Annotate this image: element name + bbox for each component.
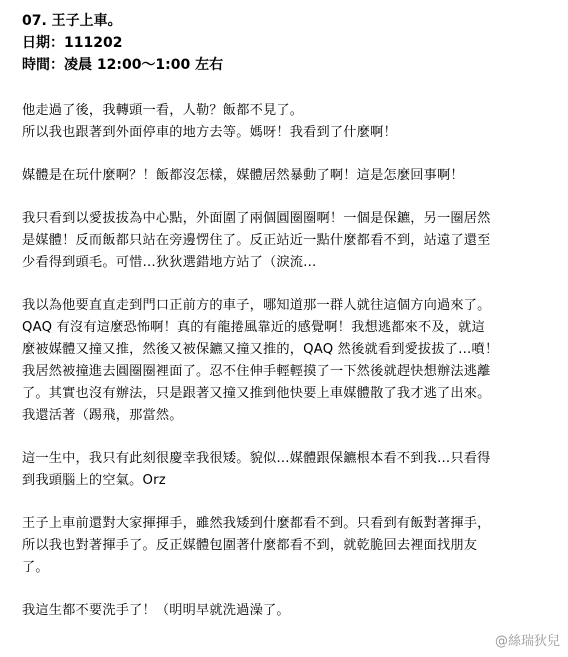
paragraph-line: QAQ 有沒有這麼恐怖啊！真的有龍捲風靠近的感覺啊！我想逃都來不及，就這: [22, 320, 485, 335]
paragraph-line: 媒體是在玩什麼啊？！飯都沒怎樣，媒體居然暴動了啊！這是怎麼回事啊！: [22, 168, 464, 183]
paragraph-line: 到我頭腦上的空氣。Orz: [22, 473, 166, 488]
date-label: 日期：: [22, 35, 64, 51]
paragraph-line: 所以我也跟著到外面停車的地方去等。媽呀！我看到了什麼啊！: [22, 125, 397, 140]
paragraph-line: 我居然被撞進去圓圈圈裡面了。忍不住伸手輕輕摸了一下然後就趕快想辦法逃離: [22, 364, 491, 379]
paragraph-line: 麼被媒體又撞又推，然後又被保鑣又撞又推的，QAQ 然後就看到愛拔拔了…噴！: [22, 342, 499, 357]
time-value: 凌晨 12:00～1:00 左右: [64, 57, 224, 73]
paragraph-line: 他走過了後，我轉頭一看，人勒？飯都不見了。: [22, 103, 304, 118]
paragraph-line: 所以我也對著揮手了。反正媒體包圍著什麼都看不到，就乾脆回去裡面找朋友: [22, 538, 478, 553]
date-value: 111202: [64, 35, 123, 51]
paragraph: [22, 295, 560, 427]
paragraph: [22, 100, 560, 144]
paragraph-line: 我還活著（踢飛，那當然。: [22, 408, 183, 423]
paragraph: [22, 448, 560, 492]
paragraph-line: 我這生都不要洗手了！（明明早就洗過澡了。: [22, 603, 290, 618]
paragraph-line: 了。: [22, 560, 49, 575]
paragraph: [22, 165, 560, 187]
paragraph-line: 這一生中，我只有此刻很慶幸我很矮。貌似…媒體跟保鑣根本看不到我…只看得: [22, 451, 491, 466]
post-body: [22, 100, 560, 622]
paragraph-line: 是媒體！反而飯都只站在旁邊愣住了。反正站近一點什麼都看不到，站遠了還至: [22, 233, 491, 248]
time-line: [22, 54, 560, 76]
paragraph: [22, 208, 560, 274]
paragraph-line: 我以為他要直直走到門口正前方的車子，哪知道那一群人就往這個方向過來了。: [22, 298, 491, 313]
document: [22, 10, 560, 643]
date-line: [22, 32, 560, 54]
paragraph: [22, 513, 560, 579]
post-header: [22, 10, 560, 76]
paragraph-line: 了。其實也沒有辦法，只是跟著又撞又推到他快要上車媒體散了我才逃了出來。: [22, 386, 491, 401]
paragraph: [22, 600, 560, 622]
watermark: @絲瑞狄兒: [494, 634, 560, 649]
paragraph-line: 我只看到以愛拔拔為中心點，外面圍了兩個圓圈圈啊！一個是保鑣，另一圈居然: [22, 211, 491, 226]
time-label: 時間：: [22, 57, 64, 73]
paragraph-line: 少看得到頭毛。可惜…狄狄選錯地方站了（淚流…: [22, 255, 317, 270]
post-title: 07. 王子上車。: [22, 13, 122, 29]
paragraph-line: 王子上車前還對大家揮揮手，雖然我矮到什麼都看不到。只看到有飯對著揮手，: [22, 516, 491, 531]
